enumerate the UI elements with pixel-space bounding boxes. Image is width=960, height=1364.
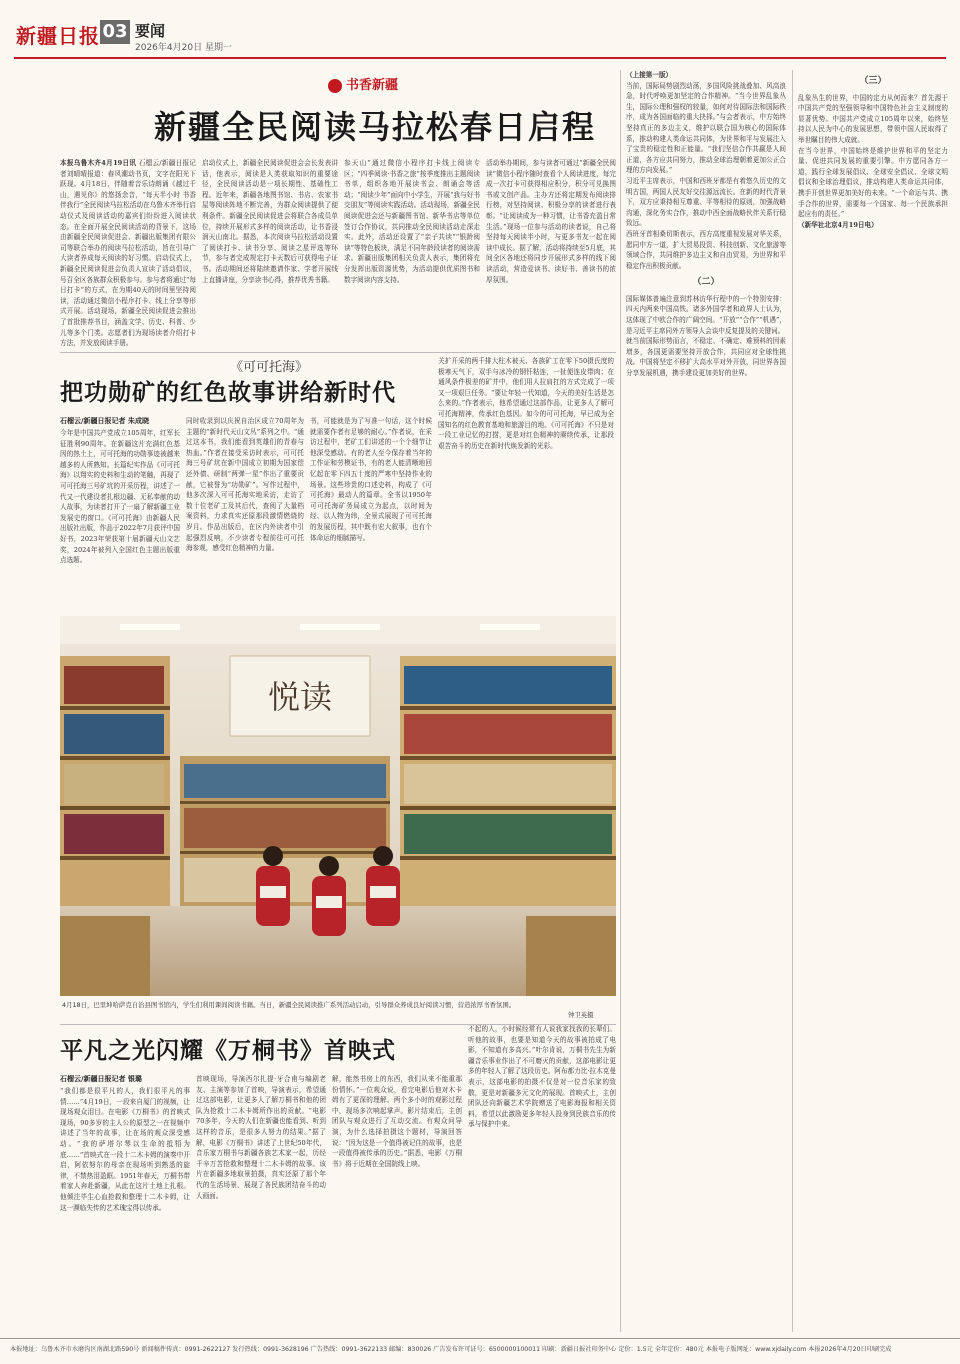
masthead-rule <box>14 57 946 59</box>
masthead-logo: 新疆日报 <box>16 24 100 48</box>
story1-body-4: 活动举办期间，参与读者可通过“新疆全民阅读”微信小程序随时查看个人阅读进度，每完成一次打卡可获得相应积分，积分可兑换图书或文创产品。主办方还将定期发布阅读排行榜，对坚持阅读、积极分享的读者进行表彰。“让阅读成为一种习惯，让书香充盈日常生活。”现场一位参与活动的读者说，自己将坚持每天阅读半小时，与更多书友一起在阅读中成长。据了解，活动将持续至5月底，其间全区各地还将同步开展形式多样的线下阅读活动，营造爱读书、读好书、善读书的浓厚氛围。 <box>486 159 616 284</box>
right-body-3: 西班牙首相桑切斯表示，西方高度重视发展对华关系，愿同中方一道，扩大贸易投资、科技创新、文化旅游等领域合作，共同维护多边主义和自由贸易，为世界和平稳定作出积极贡献。 <box>626 229 786 270</box>
kicker-text: 书香新疆 <box>346 78 399 93</box>
issue-date: 2026年4月20日 星期一 <box>135 43 232 53</box>
section-marker-3: （三） <box>859 76 887 86</box>
story3-body-3: 解，能然书房上的东西，我们从来不能重那份情怀。”一位观众说，看完电影后他对木卡姆有了更深的理解。两个多小时的观影过程中，现场多次响起掌声。影片结束后，主创团队与观众进行了互动交流。有观众问导演，为什么选择拍摄这个题材，导演回答说：“因为这是一个值得被记住的故事，也是一段值得被传承的历史。”据悉，电影《万桐书》将于近期在全国院线上映。 <box>332 1075 462 1168</box>
right-body-7: 在当今世界，中国始终是维护世界和平的坚定力量、促进共同发展的重要引擎。中方愿同各方一道，践行全球发展倡议、全球安全倡议、全球文明倡议和全球治理倡议，推动构建人类命运共同体，携手开创世界更加美好的未来。“一个命运与共、携手合作的世界，需要每一个国家、每一个民族承担起应有的责任。” <box>798 146 948 219</box>
column-divider <box>620 70 621 1332</box>
story2-column-3 <box>310 416 432 606</box>
page-footer: 本报地址：乌鲁木齐市水磨沟区南湖北路590号 新闻稿件传真：0991-2622127 发行热线：0991-3628196 广告热线：0991-3622133 邮编：830026 广告发布许可证号：6500000100011 印刷：新疆日报社印务中心 定价：1.5元 全年定价：480元 本报电子版网址：www.xjdaily.com 本报2026年4月20日印刷完成 <box>0 1338 960 1362</box>
story2-headline[interactable]: 把功勋矿的红色故事讲给新时代 <box>60 380 396 406</box>
story2-column-2 <box>186 416 304 606</box>
story1-column-1 <box>60 158 196 350</box>
masthead <box>0 0 960 60</box>
article-closing: （新华社北京4月19日电） <box>798 220 878 229</box>
continued-label: （上接第一版） <box>626 71 673 79</box>
story1-body-3: 参天山”通过微信小程序打卡线上阅读专区；“四季阅读·书香之旅”按季度推出主题阅读书单，组织各地开展读书会、朗诵会等活动；“阅读少年”面向中小学生，开展“我与好书交朋友”等阅读实践活动。活动现场，新疆全民阅读促进会还与新疆图书馆、新华书店等单位签订合作协议，共同推动全民阅读活动走深走实。此外，活动还设置了“亲子共读”“银龄阅读”等特色板块，满足不同年龄段读者的阅读需求。新疆出版集团相关负责人表示，集团将充分发挥出版资源优势，为活动提供优质图书和数字阅读内容支持。 <box>344 159 480 284</box>
page-number: 03 <box>100 20 130 44</box>
story2-body-2: 同时收录到以庆祝自治区成立70周年为主题的“新时代天山文丛”系列之中。“通过这本书，我们能看到英雄们的青春与热血。”作者在接受采访时表示，可可托海三号矿坑在新中国成立初期为国家偿还外债、研制“两弹一星”作出了重要贡献，它被誉为“功勋矿”。写作过程中，他多次深入可可托海实地采访，走访了数十位老矿工及其后代，查阅了大量档案资料，力求真实还原那段激情燃烧的岁月。作品出版后，在区内外读者中引起强烈反响，不少读者专程前往可可托海参观，感受红色精神的力量。 <box>186 417 304 553</box>
library-photo <box>60 616 616 996</box>
right-body-2: 习近平主席表示，中国和西班牙都是有着悠久历史的文明古国，两国人民友好交往源远流长。在新的时代背景下，双方应秉持相互尊重、平等相待的原则，加强战略沟通，深化务实合作，推动中西全面战略伙伴关系行稳致远。 <box>626 176 786 228</box>
section-marker-2: （二） <box>692 277 720 288</box>
story3-byline: 石榴云/新疆日报记者 银璐 <box>60 1075 142 1083</box>
story1-dateline: 本报乌鲁木齐4月19日讯 <box>60 159 137 167</box>
story1-body-1: 石榴云/新疆日报记者刘晴晴报道：春风潮动书页，文字在阳光下跃现。4月18日，伴随着音乐诗朗诵《越过千山，遇见你》的悠扬余音，“每天半小时 书香伴我行”全民阅读马拉松活动在乌鲁木齐举行启动仪式及阅读活动的嘉宾们纷纷进入阅读状态。在全面开展全民阅读活动的背景下，这场由新疆全民阅读促进会、新疆出版集团有限公司等联合举办的阅读马拉松活动，旨在引导广大读者养成每天阅读的好习惯。启动仪式上，新疆全民阅读促进会负责人宣读了活动倡议，号召全区各族群众积极参与。参与者将通过“每日打卡”的方式，在为期40天的时间里坚持阅读，活动通过微信小程序打卡、线上分享等形式开展。活动现场，新疆全民阅读促进会推出了首批推荐书目，涵盖文学、历史、科普、少儿等多个门类。志愿者们为现场读者介绍打卡方法，并发放阅读手册。 <box>60 159 196 348</box>
story3-column-3 <box>332 1074 462 1330</box>
photo-caption: 4月18日，巴里坤哈萨克自治县图书馆内，学生们利用课间阅读书籍。当日，新疆全民阅读推广系列活动启动，引导群众养成良好阅读习惯，营造浓厚书香氛围。 <box>62 1001 516 1009</box>
story3-body-4: 不起的人，小时候经常有人说我家找我的长辈们。听他的故事，也要是知道今天的故事被拍成了电影，不知道有多高兴。”叶尔肯说，万桐书先生为新疆音乐事业作出了不可磨灭的贡献，这部电影让更多的年轻人了解了这段历史。阿布都力比·拉木克曼表示，这部电影的拍摄不仅是对一位音乐家的致敬，更是对新疆多元文化的展现。首映式上，主创团队还向新疆艺术学院赠送了电影海报和相关资料，希望以此激励更多年轻人投身到民族音乐的传承与保护中来。 <box>468 1025 616 1129</box>
column-divider <box>792 70 793 1332</box>
story1-body-2: 启动仪式上，新疆全民阅读促进会会长发表讲话，他表示，阅读是人类获取知识的重要途径，全民阅读活动是一项长期性、基础性工程。近年来，新疆各地图书馆、书店、农家书屋等阅读阵地不断完善，为群众阅读提供了便利条件。新疆全民阅读促进会将联合各成员单位，持续开展形式多样的阅读活动，让书香浸润天山南北。据悉，本次阅读马拉松活动设置了阅读打卡、读书分享、阅读之星评选等环节，参与者完成规定打卡天数后可获得电子证书。活动期间还将陆续邀请作家、学者开展线上直播讲座，分享读书心得，推荐优秀书籍。 <box>202 159 338 284</box>
story2-kicker: 《可可托海》 <box>230 360 309 375</box>
photo-credit: 钟卫英摄 <box>568 1011 594 1019</box>
story3-column-2 <box>196 1074 326 1330</box>
story1-column-2 <box>202 158 338 350</box>
story2-body-3: 书，可能就是为了写准一句话，这个时候就需要作者有足够的耐心。”作者说，在采访过程中，老矿工们讲述的一个个细节让他深受感动。有的老人至今保存着当年的工作证和劳模证书，有的老人能清晰地回忆起在零下四五十度的严寒中坚持作业的场景。这些珍贵的口述史料，构成了《可可托海》最动人的篇章。全书以1950年可可托海矿务局成立为起点，以时间为经、以人物为纬，全景式展现了可可托海的发展历程，其中既有宏大叙事，也有个体命运的细腻描写。 <box>310 417 432 542</box>
story3-column-1 <box>60 1074 190 1330</box>
story3-column-4 <box>468 1024 616 1330</box>
story2-body-1: 今年是中国共产党成立105周年，红军长征胜利90周年。在新疆这片充满红色基因的热土上，可可托海的功勋事迹被越来越多的人所熟知。长篇纪实作品《可可托海》以翔实的史料和生动的笔触，再现了可可托海三号矿坑的开采历程，讲述了一代又一代建设者扎根边疆、无私奉献的动人故事，为读者打开了一扇了解新疆工业发展史的窗口。《可可托海》由新疆人民出版社出版，作品于2022年7月获评中国好书，2023年荣获第十届新疆天山文艺奖，2024年被列入全国红色主题出版重点选题。 <box>60 429 180 565</box>
story2-column-1 <box>60 416 180 606</box>
svg-text:悦读: 悦读 <box>267 678 333 716</box>
right-column-1 <box>626 70 786 1332</box>
story2-column-4 <box>438 356 614 606</box>
story2-byline: 石榴云/新疆日报记者 朱成晓 <box>60 417 149 425</box>
section-name: 要闻 <box>135 22 166 40</box>
story1-column-3 <box>344 158 480 350</box>
section-kicker <box>328 74 498 94</box>
right-body-6: 乱象丛生的世界，中国的定力从何而来？首先源于中国共产党的坚强领导和中国特色社会主义制度的显著优势。中国共产党成立105周年以来，始终坚持以人民为中心的发展思想，带领中国人民取得了举世瞩目的伟大成就。 <box>798 93 948 144</box>
story3-body-1: “我们都是很平凡的人，我们很平凡的事情……”4月19日，一段来自厦门的视频，让现场观众泪目。在电影《万桐书》的首映式现场，90多岁的主人公的原型之一在视频中讲述了当年的故事，让在场的观众深受感动。“我的萨塔尔琴以生命的抵牾为底……”首映式在一段十二木卡姆的演奏中开启，阿依努尔的母亲在现场听到熟悉的旋律，不禁热泪盈眶。1951年春天，万桐书带着家人奔赴新疆，从此在这片土地上扎根。他倾注毕生心血抢救和整理十二木卡姆，让这一濒临失传的艺术瑰宝得以传承。 <box>60 1087 190 1212</box>
story3-body-2: 首映现场，导演西尔扎提·牙合甫与编剧老友、主演等参加了首映，导演表示，希望通过这部电影，让更多人了解万桐书和他的团队为抢救十二木卡姆所作出的贡献。“电影70多年，今天的人们在新疆也能看到、听到这样的音乐，是很多人努力的结果。”据了解，电影《万桐书》讲述了上世纪50年代，音乐家万桐书与新疆各族艺术家一起，历经千辛万苦抢救和整理十二木卡姆的故事。该片在新疆多地取景拍摄，真实还原了那个年代的生活场景，展现了各民族团结奋斗的动人画面。 <box>196 1075 326 1200</box>
right-body-4: 国际媒体普遍注意到苏林访华行程中的一个特别安排：四天内两来中国高铁。诸多外国学者和政界人士认为，这体现了中欧合作的广阔空间。“开放”“合作”“机遇”，是习近平主席同外方领导人会谈中反复提及的关键词。 <box>626 294 786 335</box>
story1-column-4 <box>486 158 616 350</box>
story2-body-4: 关扩开采的两千排大柱木被天、各族矿工在零下50摄氏度的极寒天气下，双手与冰冷的钢钎粘连，一扯便连皮带肉；在通风条件极差的矿井中，他们用人拉肩扛的方式完成了一项又一项艰巨任务。“要让年轻一代知道，今天的美好生活是怎么来的。”作者表示，他希望通过这部作品，让更多人了解可可托海精神，传承红色基因。如今的可可托海，早已成为全国知名的红色教育基地和旅游目的地。《可可托海》不只是对一段工业记忆的打捞，更是对红色精神的赓续传承，让那段艰苦奋斗的历史在新时代焕发新的光彩。 <box>438 357 614 450</box>
divider <box>60 352 616 353</box>
right-body-1: 当前，国际局势剧烈动荡，多国风险挑战叠加、风高浪急，时代呼唤更加坚定的合作精神。“当今世界乱象丛生，国际公理和强权的较量，如何对待国际法和国际秩序，成为各国面临的重大抉择。”与会者表示，中方始终坚持真正的多边主义，维护以联合国为核心的国际体系，推动构建人类命运共同体，为世界和平与发展注入了宝贵的稳定性和正能量。“我们坚信合作共赢是人间正道，各方应共同努力，推动全球治理朝着更加公正合理的方向发展。” <box>626 81 786 175</box>
right-body-5: 就当前国际形势而言，不稳定、不确定、难预料的因素增多，各国更需要坚持开放合作，共同应对全球性挑战。中国将坚定不移扩大高水平对外开放，同世界各国分享发展机遇，携手建设更加美好的世界。 <box>626 337 786 378</box>
story3-headline[interactable]: 平凡之光闪耀《万桐书》首映式 <box>60 1038 396 1064</box>
book-icon <box>328 79 342 93</box>
right-column-2 <box>798 70 948 1332</box>
story1-headline[interactable]: 新疆全民阅读马拉松春日启程 <box>153 108 596 146</box>
